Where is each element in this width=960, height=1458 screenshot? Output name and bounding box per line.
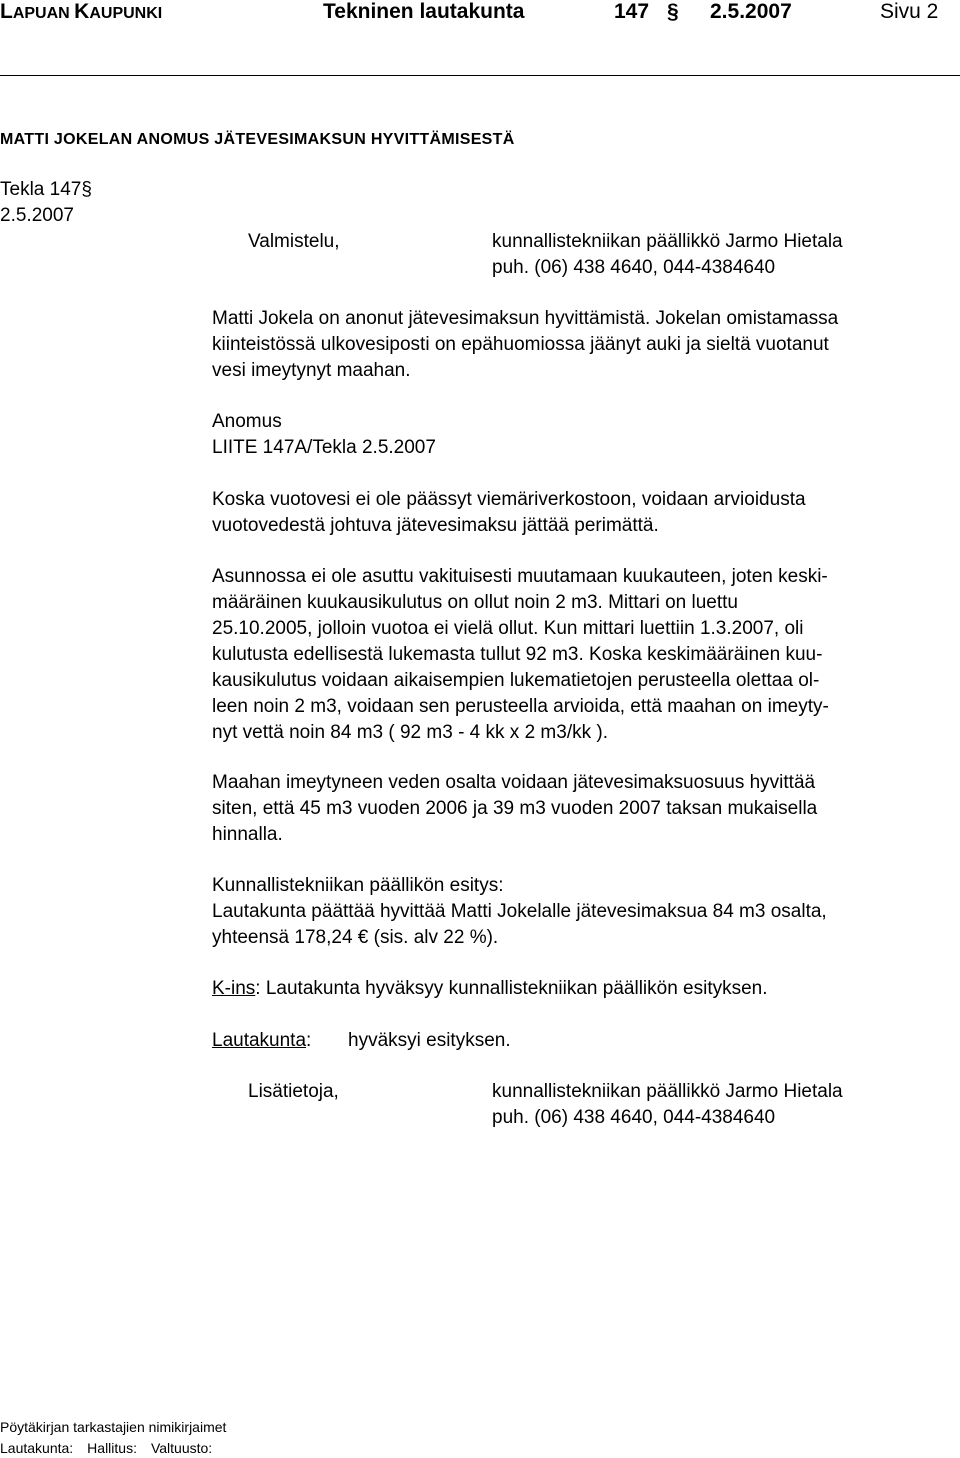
- decision-line: Lautakunta:: [212, 1030, 312, 1051]
- header-divider: [0, 75, 960, 76]
- further-info-label: Lisätietoja,: [248, 1081, 339, 1102]
- section-number: 147: [614, 0, 650, 23]
- kins-label: K-ins: [212, 978, 256, 999]
- footer-council: Valtuusto:: [150, 1440, 213, 1456]
- contact-name: kunnallistekniikan päällikkö Jarmo Hietala: [492, 1081, 843, 1102]
- preparation-label: Valmistelu,: [248, 231, 340, 252]
- meeting-date: 2.5.2007: [710, 0, 792, 23]
- attachment-label: Anomus: [212, 411, 282, 432]
- proposal-text: Lautakunta päättää hyvittää Matti Jokelalle jätevesimaksua 84 m3 osalta, yhteensä 178,24 € (sis. alv 22 %).: [212, 901, 827, 948]
- contact-phone: puh. (06) 438 4640, 044-4384640: [492, 1107, 776, 1128]
- attachment-reference: LIITE 147A/Tekla 2.5.2007: [212, 437, 436, 458]
- committee-name: Tekninen lautakunta: [323, 0, 525, 23]
- reference-date: 2.5.2007: [0, 205, 74, 226]
- paragraph-refund: Maahan imeytyneen veden osalta voidaan jätevesimaksuosuus hyvittää siten, että 45 m3 vuoden 2006 ja 39 m3 vuoden 2007 taksan mukaisella hinnalla.: [212, 772, 818, 845]
- footer-board: Lautakunta:: [0, 1440, 74, 1456]
- footer-signatures: [0, 1439, 212, 1457]
- kins-line: [212, 976, 768, 1002]
- footer-initials-label: Pöytäkirjan tarkastajien nimikirjaimet: [0, 1419, 227, 1435]
- organization-name: LAPUAN KAUPUNKI: [0, 0, 163, 23]
- document-title: MATTI JOKELAN ANOMUS JÄTEVESIMAKSUN HYVITTÄMISESTÄ: [0, 131, 515, 148]
- section-symbol-ref: §: [81, 179, 92, 200]
- page-number: Sivu 2: [880, 0, 939, 23]
- preparer-phone: puh. (06) 438 4640, 044-4384640: [492, 257, 776, 278]
- paragraph-consumption: Asunnossa ei ole asuttu vakituisesti muutamaan kuukauteen, joten keski- määräinen kuukausikulutus on ollut noin 2 m3. Mittari on luettu 25.10.2005, jolloin vuotoa ei vielä ollut. Kun mittari luettiin 1.3.2007, oli kulutusta edellisestä lukemasta tullut 92 m3. Koska keskimääräinen kuu- kausikulutus voidaan aikaisempien lukematietojen perusteella olettaa ol- leen noin 2 m3, voidaan sen perusteella arvioida, että maahan on imeyty- nyt vettä noin 84 m3 ( 92 m3 - 4 kk x 2 m3/kk ).: [212, 566, 829, 743]
- proposal-heading: Kunnallistekniikan päällikön esitys:: [212, 875, 504, 896]
- preparer-name: kunnallistekniikan päällikkö Jarmo Hietala: [492, 231, 843, 252]
- paragraph-reasoning: Koska vuotovesi ei ole päässyt viemäriverkostoon, voidaan arvioidusta vuotovedestä johtuva jätevesimaksu jättää perimättä.: [212, 489, 806, 536]
- footer-government: Hallitus:: [87, 1440, 137, 1456]
- section-symbol: §: [667, 0, 679, 23]
- reference-line-1: Tekla 147§: [0, 179, 92, 200]
- decision-text: hyväksyi esityksen.: [348, 1030, 511, 1051]
- paragraph-application: Matti Jokela on anonut jätevesimaksun hyvittämistä. Jokelan omistamassa kiinteistössä ulkovesiposti on epähuomiossa jäänyt auki ja sieltä vuotanut vesi imeytynyt maahan.: [212, 308, 839, 381]
- decision-label: Lautakunta: [212, 1030, 307, 1051]
- kins-text: : Lautakunta hyväksyy kunnallistekniikan päällikön esityksen.: [255, 978, 768, 999]
